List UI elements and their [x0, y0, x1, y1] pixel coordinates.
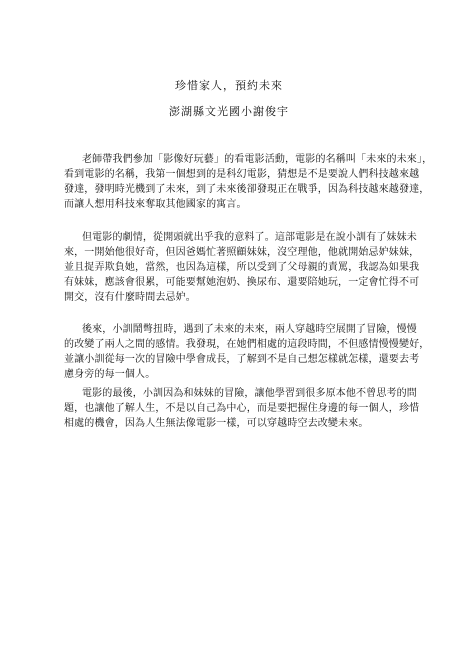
paragraph-line: 並讓小訓從每一次的冒險中學會成長，了解到不是自己想怎樣就怎樣，還要去考	[64, 354, 420, 365]
paragraph-line: 慮身旁的每一個人。	[64, 369, 156, 380]
paragraph-line: 而讓人想用科技來奪取其他國家的寓言。	[64, 199, 247, 210]
paragraph-line: 題，也讓他了解人生，不是以自己為中心，而是要把握住身邊的每一個人，珍惜	[64, 403, 420, 414]
paragraph-line: 發達，發明時光機到了未來，到了未來後卻發現正在戰爭，因為科技越來越發達，	[64, 184, 430, 195]
paragraph-line: 電影的最後，小訓因為和妹妹的冒險，讓他學習到很多原本他不曾思考的問	[82, 388, 417, 399]
paragraph-line: 後來，小訓鬧彆扭時，遇到了未來的未來，兩人穿越時空展開了冒險，慢慢	[82, 324, 417, 335]
document-title: 珍惜家人，預約未來	[175, 79, 283, 92]
paragraph-4	[64, 386, 420, 431]
paragraph-line: 來，一開始他很好奇，但因爸媽忙著照顧妹妹，沒空理他，他就開始忌妒妹妹，	[64, 247, 420, 258]
paragraph-line: 的改變了兩人之間的感情。我發現，在她們相處的這段時間，不但感情慢慢變好，	[64, 339, 430, 350]
paragraph-line: 老師帶我們參加「影像好玩藝」的看電影活動，電影的名稱叫「未來的未來」，	[82, 154, 433, 165]
document-author: 澎湖縣文光國小謝俊宇	[169, 105, 289, 118]
paragraph-line: 有妹妹，應該會很累，可能要幫她泡奶、換尿布、還要陪她玩，一定會忙得不可	[64, 277, 420, 288]
paragraph-line: 但電影的劇情，從開頭就出乎我的意料了。這部電影是在說小訓有了妹妹未	[82, 232, 417, 243]
paragraph-2	[64, 230, 420, 305]
paragraph-line: 並且捉弄欺負她，當然，也因為這樣，所以受到了父母親的責罵，我認為如果我	[64, 262, 420, 273]
paragraph-3	[64, 322, 430, 382]
paragraph-line: 看到電影的名稱，我第一個想到的是科幻電影，猜想是不是要說人們科技越來越	[64, 169, 420, 180]
paragraph-1	[64, 152, 433, 212]
paragraph-line: 相處的機會，因為人生無法像電影一樣，可以穿越時空去改變未來。	[64, 418, 369, 429]
paragraph-line: 開交，沒有什麼時間去忌妒。	[64, 292, 196, 303]
